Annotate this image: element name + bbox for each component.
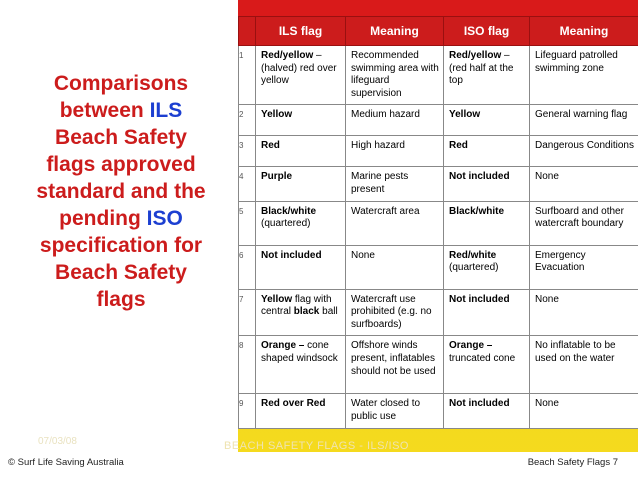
slide-number: Beach Safety Flags 7 xyxy=(527,457,618,468)
table-row xyxy=(239,289,638,336)
row-number: 1 xyxy=(239,46,256,105)
iso-flag-cell: Not included xyxy=(444,394,530,428)
iso-meaning-cell: General warning flag xyxy=(530,105,638,136)
iso-meaning-cell: Lifeguard patrolled swimming zone xyxy=(530,46,638,105)
iso-flag-cell: Red xyxy=(444,136,530,167)
header-iso-meaning: Meaning xyxy=(530,17,638,46)
row-number: 7 xyxy=(239,289,256,336)
row-number: 4 xyxy=(239,167,256,201)
iso-meaning-cell: No inflatable to be used on the water xyxy=(530,336,638,394)
ils-flag-cell: Purple xyxy=(256,167,346,201)
header-iso-flag: ISO flag xyxy=(444,17,530,46)
table-row xyxy=(239,136,638,167)
iso-meaning-cell: None xyxy=(530,167,638,201)
iso-meaning-cell: None xyxy=(530,394,638,428)
ils-flag-cell: Black/white (quartered) xyxy=(256,201,346,245)
ils-meaning-cell: Watercraft use prohibited (e.g. no surfboards) xyxy=(346,289,444,336)
iso-meaning-cell: Emergency Evacuation xyxy=(530,245,638,289)
title-part-2: Beach Safety flags approved standard and the pending xyxy=(36,126,206,230)
slide-title xyxy=(36,70,206,313)
table-row xyxy=(239,105,638,136)
row-number: 8 xyxy=(239,336,256,394)
ils-flag-cell: Red xyxy=(256,136,346,167)
ils-flag-cell: Yellow xyxy=(256,105,346,136)
iso-flag-cell: Red/yellow – (red half at the top xyxy=(444,46,530,105)
header-num xyxy=(239,17,256,46)
title-part-1: Comparisons between xyxy=(53,72,189,122)
slide-date: 07/03/08 xyxy=(38,436,77,447)
title-ils: ILS xyxy=(149,99,183,122)
footer-bar xyxy=(0,452,638,478)
row-number: 9 xyxy=(239,394,256,428)
ils-meaning-cell: Medium hazard xyxy=(346,105,444,136)
title-iso: ISO xyxy=(146,207,183,230)
iso-meaning-cell: Dangerous Conditions xyxy=(530,136,638,167)
ils-flag-cell: Orange – cone shaped windsock xyxy=(256,336,346,394)
slide-footer-title: BEACH SAFETY FLAGS - ILS/ISO xyxy=(224,440,409,452)
ils-flag-cell: Red over Red xyxy=(256,394,346,428)
header-ils-flag: ILS flag xyxy=(256,17,346,46)
title-panel xyxy=(0,0,238,478)
table-row xyxy=(239,167,638,201)
header-ils-meaning: Meaning xyxy=(346,17,444,46)
iso-flag-cell: Yellow xyxy=(444,105,530,136)
table-header-row xyxy=(239,17,638,46)
table-row xyxy=(239,336,638,394)
copyright-text: © Surf Life Saving Australia xyxy=(8,457,124,468)
ils-meaning-cell: Water closed to public use xyxy=(346,394,444,428)
iso-meaning-cell: Surfboard and other watercraft boundary xyxy=(530,201,638,245)
table-row xyxy=(239,46,638,105)
comparison-table xyxy=(238,16,638,429)
row-number: 5 xyxy=(239,201,256,245)
ils-meaning-cell: None xyxy=(346,245,444,289)
ils-meaning-cell: Marine pests present xyxy=(346,167,444,201)
ils-meaning-cell: Recommended swimming area with lifeguard supervision xyxy=(346,46,444,105)
comparison-table-container xyxy=(238,16,638,429)
table-row xyxy=(239,394,638,428)
row-number: 2 xyxy=(239,105,256,136)
iso-meaning-cell: None xyxy=(530,289,638,336)
ils-meaning-cell: Watercraft area xyxy=(346,201,444,245)
iso-flag-cell: Red/white (quartered) xyxy=(444,245,530,289)
ils-meaning-cell: Offshore winds present, inflatables should not be used xyxy=(346,336,444,394)
table-row xyxy=(239,201,638,245)
iso-flag-cell: Not included xyxy=(444,167,530,201)
ils-flag-cell: Not included xyxy=(256,245,346,289)
row-number: 6 xyxy=(239,245,256,289)
ils-flag-cell: Yellow flag with central black ball xyxy=(256,289,346,336)
ils-meaning-cell: High hazard xyxy=(346,136,444,167)
ils-flag-cell: Red/yellow – (halved) red over yellow xyxy=(256,46,346,105)
title-part-3: specification for Beach Safety flags xyxy=(39,234,203,311)
table-row xyxy=(239,245,638,289)
iso-flag-cell: Orange – truncated cone xyxy=(444,336,530,394)
iso-flag-cell: Black/white xyxy=(444,201,530,245)
iso-flag-cell: Not included xyxy=(444,289,530,336)
row-number: 3 xyxy=(239,136,256,167)
